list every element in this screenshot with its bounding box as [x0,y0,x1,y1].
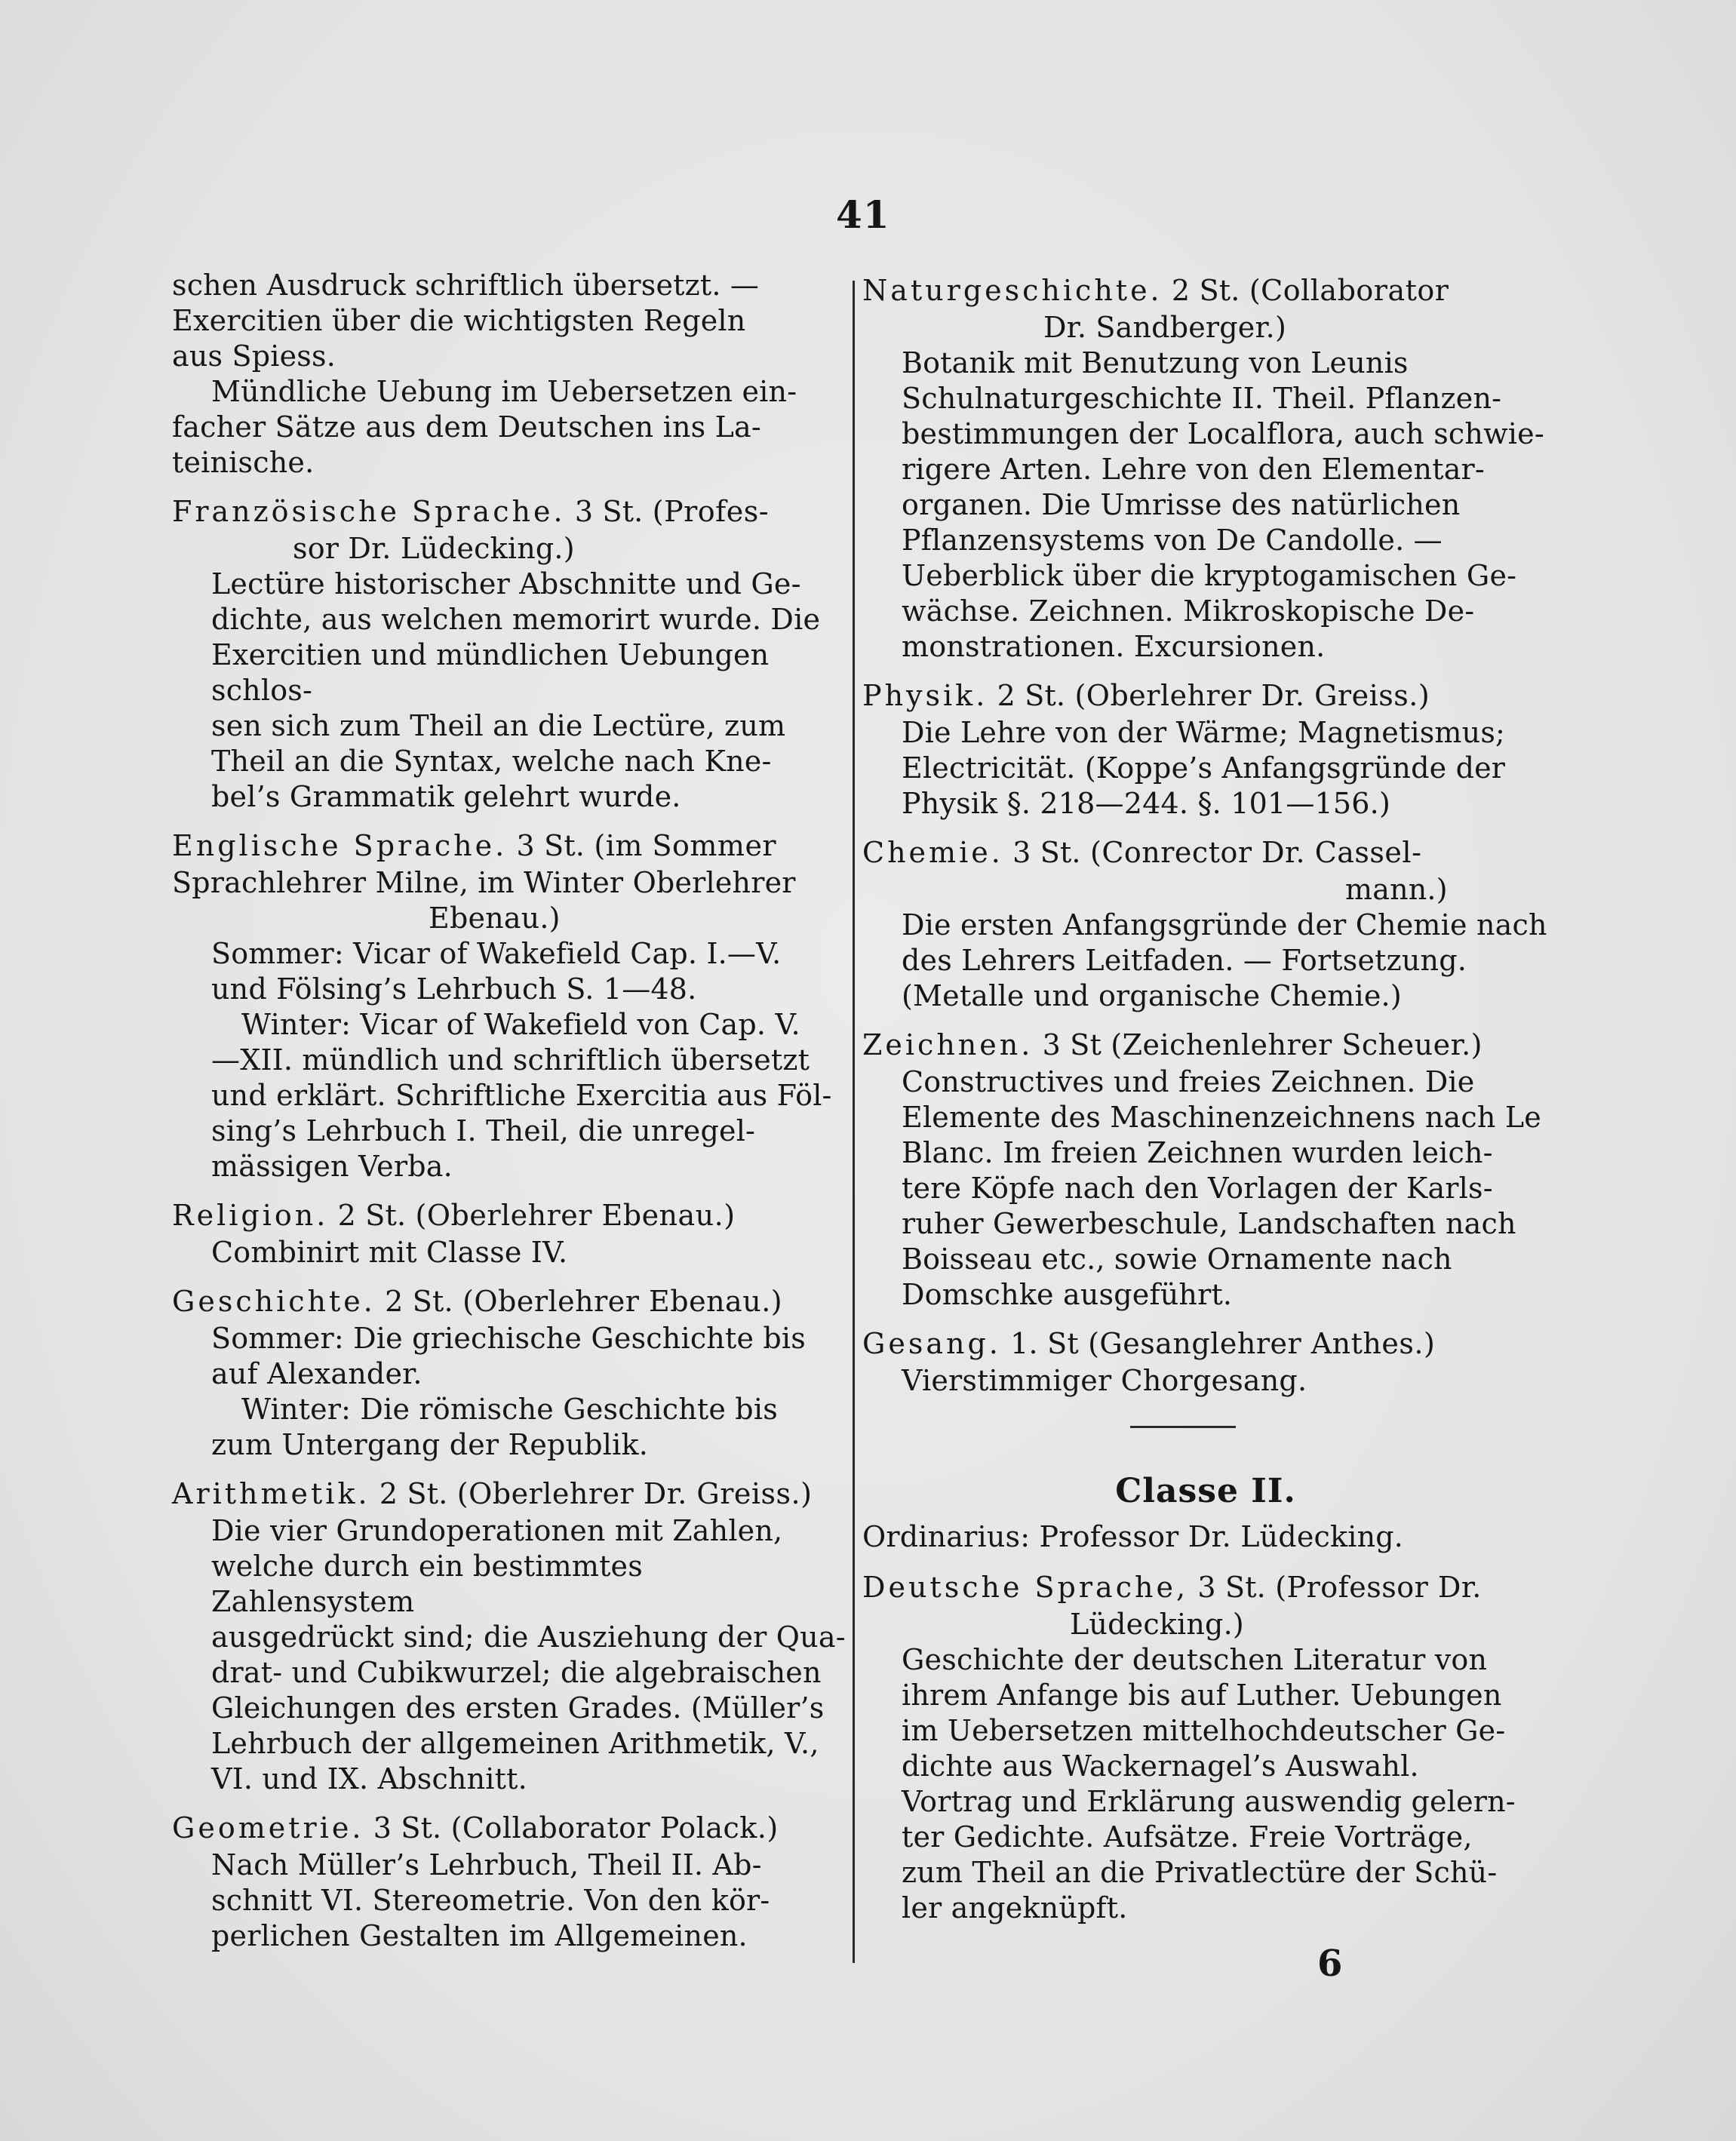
text-line: zum Untergang der Republik. [211,1428,648,1461]
section-heading [172,1811,851,1846]
teacher: (Professor Dr. [1275,1571,1482,1604]
text-line: Exercitien über die wichtigsten Regeln [172,304,746,337]
text-line: sing’s Lehrbuch I. Theil, die unregel- [211,1114,756,1147]
text-line: dichte, aus welchen memorirt wurde. Die [211,603,821,636]
teacher-line: sor Dr. Lüdecking.) [293,532,575,565]
section-religion [172,1198,851,1270]
section-gesang [862,1326,1549,1399]
text-line: Botanik mit Benutzung von Leunis [902,346,1409,379]
hours: 3 St. [1012,836,1081,869]
text-line: facher Sätze aus dem Deutschen ins La- [172,410,761,444]
text-line: Vierstimmiger Chorgesang. [902,1364,1307,1397]
ordinarius-line: Ordinarius: Professor Dr. Lüdecking. [862,1520,1404,1553]
hours: 3 St. [516,829,585,862]
left-column [172,268,851,1967]
subject-name: Geometrie. [172,1811,364,1845]
section-heading [172,1284,851,1319]
teacher: (Profes- [652,495,770,528]
intro-latin-section [172,268,851,481]
hours: 2 St. [337,1199,407,1232]
text-line: Sommer: Die griechische Geschichte bis [211,1322,806,1355]
subject-name: Gesang. [862,1327,1001,1360]
section-geometrie [172,1811,851,1954]
hours: 2 St. [997,679,1066,712]
teacher-line: mann.) [1345,873,1448,906]
text-line: Die Lehre von der Wärme; Magnetismus; [902,716,1506,749]
text-line: Lehrbuch der allgemeinen Arithmetik, V., [211,1727,819,1760]
subject-name: Deutsche Sprache, [862,1571,1189,1604]
text-line: Theil an die Syntax, welche nach Kne- [211,745,772,778]
text-line: schen Ausdruck schriftlich übersetzt. — [172,269,760,302]
text-line: Winter: Vicar of Wakefield von Cap. V. [241,1008,800,1041]
teacher: (Oberlehrer Dr. Greiss.) [456,1477,813,1510]
section-chemie [862,835,1549,1014]
teacher: (Collaborator [1249,274,1449,307]
section-heading [172,494,851,530]
text-line: monstrationen. Excursionen. [902,630,1326,663]
text-line: Combinirt mit Classe IV. [211,1236,568,1269]
text-line: Ueberblick über die kryptogamischen Ge- [902,559,1517,592]
text-line: Boisseau etc., sowie Ornamente nach [902,1243,1452,1276]
text-line: Gleichungen des ersten Grades. (Müller’s [211,1691,825,1725]
text-line: rigere Arten. Lehre von den Elementar- [902,453,1485,486]
section-zeichnen [862,1027,1549,1313]
subject-name: Arithmetik. [172,1477,370,1510]
hours: 1. St [1010,1327,1079,1360]
text-line: Die ersten Anfangsgründe der Chemie nach [902,908,1547,941]
text-line: wächse. Zeichnen. Mikroskopische De- [902,594,1475,628]
teacher: (im Sommer [594,829,777,862]
teacher-line: Lüdecking.) [1070,1608,1244,1641]
text-line: Constructives und freies Zeichnen. Die [902,1065,1475,1098]
teacher: (Zeichenlehrer Scheuer.) [1111,1028,1483,1061]
text-line: Geschichte der deutschen Literatur von [902,1643,1488,1676]
subject-name: Chemie. [862,836,1003,869]
teacher-line: Dr. Sandberger.) [1043,311,1286,344]
text-line: Pflanzensystems von De Candolle. — [902,524,1443,557]
text-line: und Fölsing’s Lehrbuch S. 1—48. [211,972,697,1006]
text-line: ausgedrückt sind; die Ausziehung der Qua- [211,1620,846,1654]
teacher: (Collaborator Polack.) [450,1811,779,1845]
section-heading [862,835,1549,871]
section-heading [172,828,851,864]
text-line: auf Alexander. [211,1357,422,1390]
teacher: (Conrector Dr. Cassel- [1090,836,1422,869]
text-line: Domschke ausgeführt. [902,1278,1233,1311]
teacher-line: Sprachlehrer Milne, im Winter Oberlehrer [172,866,796,899]
text-line: Mündliche Uebung im Uebersetzen ein- [211,375,797,408]
subject-name: Englische Sprache. [172,829,508,862]
teacher: (Oberlehrer Ebenau.) [462,1285,783,1318]
page-number: 41 [836,192,890,237]
section-heading [172,1476,851,1512]
text-line: Die vier Grundoperationen mit Zahlen, [211,1514,783,1547]
section-naturgeschichte [862,273,1549,665]
section-englisch [172,828,851,1184]
section-heading [172,1198,851,1233]
text-line: VI. und IX. Abschnitt. [211,1762,527,1795]
teacher: (Oberlehrer Dr. Greiss.) [1074,679,1430,712]
section-heading [862,1570,1549,1605]
text-line: aus Spiess. [172,339,336,373]
text-line: Winter: Die römische Geschichte bis [241,1393,778,1426]
text-line: bel’s Grammatik gelehrt wurde. [211,780,681,813]
section-deutsch [862,1570,1549,1926]
hours: 2 St. [1171,274,1240,307]
teacher-line: Ebenau.) [429,902,561,935]
section-heading [862,1326,1549,1362]
hours: 3 St. [1197,1571,1266,1604]
right-column [862,273,1549,1940]
subject-name: Geschichte. [172,1285,376,1318]
text-line: Physik §. 218—244. §. 101—156.) [902,787,1390,820]
text-line: Elemente des Maschinenzeichnens nach Le [902,1101,1541,1134]
column-divider [853,281,855,1963]
text-line: ter Gedichte. Aufsätze. Freie Vorträge, [902,1820,1473,1854]
text-line: Lectüre historischer Abschnitte und Ge- [211,567,801,601]
text-line: bestimmungen der Localflora, auch schwie- [902,417,1544,450]
subject-name: Naturgeschichte. [862,274,1163,307]
hours: 3 St. [574,495,644,528]
text-line: schnitt VI. Stereometrie. Von den kör- [211,1884,770,1917]
section-physik [862,678,1549,822]
section-arithmetik [172,1476,851,1797]
text-line: Vortrag und Erklärung auswendig gelern- [902,1785,1516,1818]
subject-name: Französische Sprache. [172,495,566,528]
text-line: drat- und Cubikwurzel; die algebraischen [211,1656,822,1689]
text-line: tere Köpfe nach den Vorlagen der Karls- [902,1172,1493,1205]
section-divider-rule [1130,1426,1236,1428]
text-line: Electricität. (Koppe’s Anfangsgründe der [902,751,1506,785]
text-line: ruher Gewerbeschule, Landschaften nach [902,1207,1516,1240]
text-line: Exercitien und mündlichen Uebungen schlos- [211,638,770,707]
text-line: Blanc. Im freien Zeichnen wurden leich- [902,1136,1493,1169]
subject-name: Physik. [862,679,988,712]
text-line: organen. Die Umrisse des natürlichen [902,488,1461,521]
text-line: Schulnaturgeschichte II. Theil. Pflanzen- [902,382,1502,415]
text-line: welche durch ein bestimmtes Zahlensystem [211,1550,643,1618]
hours: 3 St. [373,1811,442,1845]
text-line: perlichen Gestalten im Allgemeinen. [211,1919,748,1952]
text-line: des Lehrers Leitfaden. — Fortsetzung. [902,944,1467,977]
text-line: mässigen Verba. [211,1150,453,1183]
text-line: (Metalle und organische Chemie.) [902,979,1402,1012]
hours: 2 St. [385,1285,453,1318]
teacher: (Oberlehrer Ebenau.) [415,1199,736,1232]
text-line: ler angeknüpft. [902,1891,1128,1924]
hours: 2 St. [379,1477,448,1510]
text-line: und erklärt. Schriftliche Exercitia aus Föl- [211,1079,832,1112]
section-heading [862,273,1549,309]
subject-name: Religion. [172,1199,329,1232]
text-line: Sommer: Vicar of Wakefield Cap. I.—V. [211,937,782,970]
teacher: (Gesanglehrer Anthes.) [1088,1327,1436,1360]
text-line: Nach Müller’s Lehrbuch, Theil II. Ab- [211,1848,762,1881]
section-heading [862,1027,1549,1063]
section-franzoesisch [172,494,851,815]
text-line: im Uebersetzen mittelhochdeutscher Ge- [902,1714,1506,1747]
text-line: —XII. mündlich und schriftlich übersetzt [211,1043,810,1077]
text-line: sen sich zum Theil an die Lectüre, zum [211,709,786,742]
class-title: Classe II. [1115,1472,1296,1510]
sheet-number: 6 [1317,1943,1343,1985]
text-line: teinische. [172,446,315,479]
text-line: dichte aus Wackernagel’s Auswahl. [902,1749,1419,1783]
subject-name: Zeichnen. [862,1028,1034,1061]
section-heading [862,678,1549,714]
hours: 3 St [1042,1028,1102,1061]
text-line: ihrem Anfange bis auf Luther. Uebungen [902,1679,1502,1712]
section-geschichte [172,1284,851,1463]
text-line: zum Theil an die Privatlectüre der Schü- [902,1856,1498,1889]
